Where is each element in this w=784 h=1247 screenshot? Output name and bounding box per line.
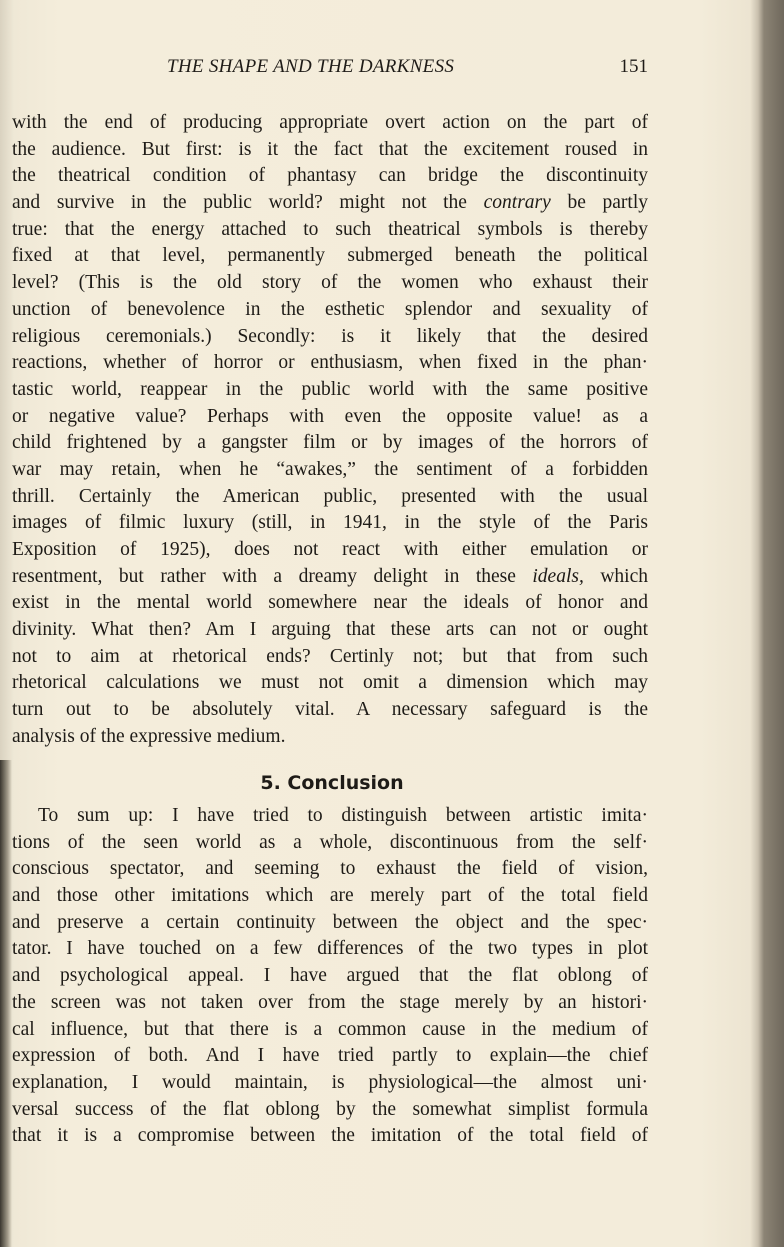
text-line: and psychological appeal. I have argued that the flat oblong of <box>12 965 648 987</box>
text-line: exist in the mental world somewhere near the ideals of honor and <box>12 592 648 614</box>
text-line: with the end of producing appropriate overt action on the part of <box>12 112 648 133</box>
text-line: the audience. But first: is it the fact that the excitement roused in <box>12 138 648 160</box>
text-line: Exposition of 1925), does not react with either emulation or <box>12 539 648 560</box>
text-fragment: which <box>583 565 649 587</box>
text-line: and those other imitations which are merely part of the total field <box>12 885 648 907</box>
text-line: divinity. What then? Am I arguing that these arts can not or ought <box>12 619 648 641</box>
text-line: conscious spectator, and seeming to exhaust the field of vision, <box>12 858 648 880</box>
text-line: tator. I have touched on a few differences of the two types in plot <box>12 938 648 960</box>
italic-word: contrary <box>483 192 551 214</box>
text-line: images of filmic luxury (still, in 1941, in the style of the Paris <box>12 512 648 534</box>
text-line: tions of the seen world as a whole, discontinuous from the self· <box>12 831 648 853</box>
text-fragment: be partly <box>550 192 649 214</box>
text-line: war may retain, when he “awakes,” the sentiment of a forbidden <box>12 458 648 480</box>
text-line <box>12 564 648 591</box>
text-line: analysis of the expressive medium. <box>12 725 286 747</box>
text-line: explanation, I would maintain, is physiological—the almost uni· <box>12 1071 648 1093</box>
running-header <box>12 56 648 84</box>
text-line: turn out to be absolutely vital. A necessary safeguard is the <box>12 699 648 721</box>
text-line: fixed at that level, permanently submerged beneath the political <box>12 245 648 267</box>
section-heading: 5. Conclusion <box>260 772 404 794</box>
text-line: versal success of the flat oblong by the somewhat simplist formula <box>12 1098 648 1120</box>
text-line: the theatrical condition of phantasy can bridge the discontinuity <box>12 165 648 187</box>
text-line: not to aim at rhetorical ends? Certinly not; but that from such <box>12 645 648 667</box>
text-line: thrill. Certainly the American public, presented with the usual <box>12 485 648 507</box>
text-line: cal influence, but that there is a common cause in the medium of <box>12 1018 648 1040</box>
text-line: true: that the energy attached to such theatrical symbols is thereby <box>12 218 648 240</box>
text-line: To sum up: I have tried to distinguish between artistic imita· <box>38 805 648 826</box>
text-line: level? (This is the old story of the women who exhaust their <box>12 272 648 294</box>
text-line: tastic world, reappear in the public world with the same positive <box>12 378 648 400</box>
conclusion-paragraph <box>12 803 648 1150</box>
text-line: expression of both. And I have tried partly to explain—the chief <box>12 1045 648 1067</box>
text-line: child frightened by a gangster film or by images of the horrors of <box>12 432 648 454</box>
page-number: 151 <box>619 56 648 77</box>
body-paragraph <box>12 110 648 751</box>
text-line: unction of benevolence in the esthetic splendor and sexuality of <box>12 298 648 320</box>
text-line: rhetorical calculations we must not omit a dimension which may <box>12 672 648 694</box>
page-gutter-shadow <box>0 760 12 1247</box>
text-fragment: resentment, but rather with a dreamy delight in these <box>12 565 533 587</box>
italic-word: ideals, <box>532 565 584 587</box>
text-fragment: and survive in the public world? might not the <box>12 192 484 214</box>
text-line: the screen was not taken over from the stage merely by an histori· <box>12 991 648 1013</box>
text-line: that it is a compromise between the imitation of the total field of <box>12 1125 648 1147</box>
text-line: and preserve a certain continuity between the object and the spec· <box>12 911 648 933</box>
text-line: reactions, whether of horror or enthusiasm, when fixed in the phan· <box>12 352 648 374</box>
text-line: or negative value? Perhaps with even the opposite value! as a <box>12 405 648 427</box>
text-line <box>12 190 648 217</box>
text-line: religious ceremonials.) Secondly: is it likely that the desired <box>12 325 648 347</box>
running-title: THE SHAPE AND THE DARKNESS <box>167 56 455 77</box>
